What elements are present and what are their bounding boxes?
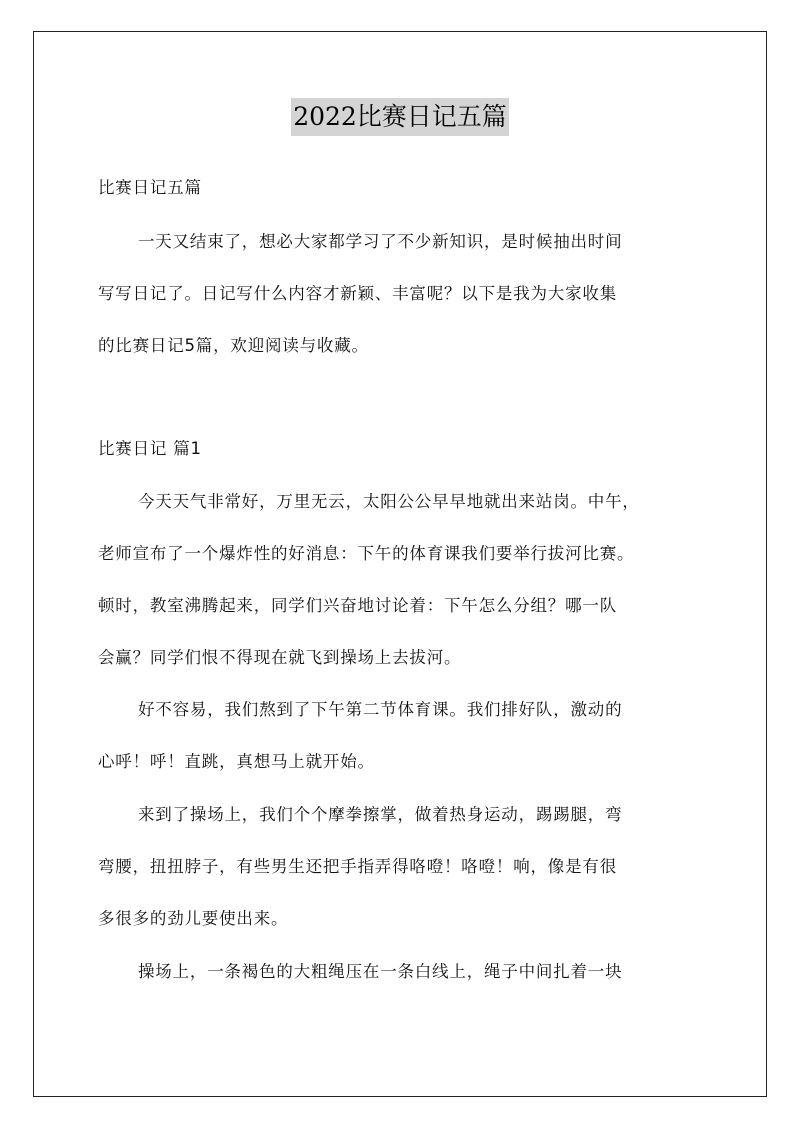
paragraph-line: 一天又结束了，想必大家都学习了不少新知识，是时候抽出时间: [138, 232, 623, 251]
paragraph-line: 心呼！呼！直跳，真想马上就开始。: [98, 752, 375, 771]
paragraph-line: 今天天气非常好，万里无云，太阳公公早早地就出来站岗。中午，: [138, 492, 640, 511]
paragraph-line: 写写日记了。日记写什么内容才新颖、丰富呢？以下是我为大家收集: [98, 284, 617, 303]
paragraph-line: 顿时，教室沸腾起来，同学们兴奋地讨论着：下午怎么分组？哪一队: [98, 596, 617, 615]
paragraph-line: 老师宣布了一个爆炸性的好消息：下午的体育课我们要举行拔河比赛。: [98, 544, 635, 563]
document-title: 2022比赛日记五篇: [291, 98, 509, 136]
paragraph-line: 弯腰，扭扭脖子，有些男生还把手指弄得咯噔！咯噔！响，像是有很: [98, 857, 617, 876]
section-heading: 比赛日记 篇1: [98, 439, 202, 458]
paragraph-line: 操场上，一条褐色的大粗绳压在一条白线上，绳子中间扎着一块: [138, 962, 623, 981]
paragraph-line: 多很多的劲儿要使出来。: [98, 909, 289, 928]
intro-heading: 比赛日记五篇: [98, 178, 202, 197]
paragraph-line: 的比赛日记5篇，欢迎阅读与收藏。: [98, 336, 369, 355]
paragraph-line: 会赢？同学们恨不得现在就飞到操场上去拔河。: [98, 648, 462, 667]
paragraph-line: 好不容易，我们熬到了下午第二节体育课。我们排好队，激动的: [138, 700, 623, 719]
title-wrapper: [0, 98, 800, 136]
paragraph-line: 来到了操场上，我们个个摩拳擦掌，做着热身运动，踢踢腿，弯: [138, 805, 623, 824]
